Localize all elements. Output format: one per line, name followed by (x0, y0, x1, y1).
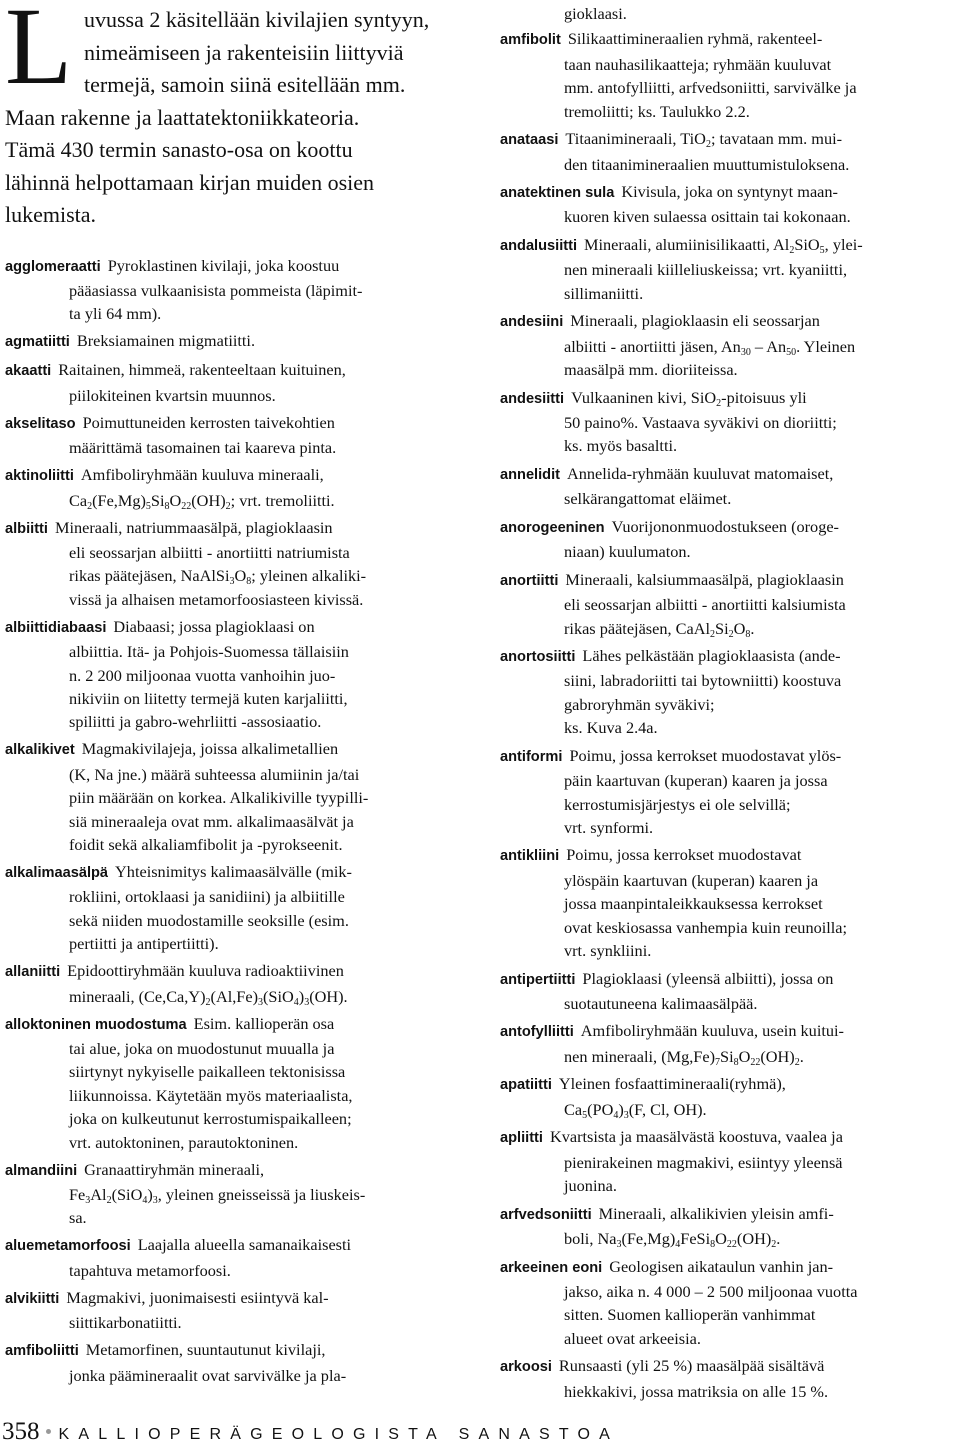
definition-text: Esim. kallioperän osa (193, 1013, 335, 1033)
entry-line: tai alue, joka on muodostunut muualla ja (69, 1039, 335, 1059)
entry-line: tremoliitti; ks. Taulukko 2.2. (564, 101, 750, 121)
definition-text: Poimu, jossa kerrokset muodostavat (566, 845, 802, 865)
glossary-term: apatiitti (500, 1077, 552, 1094)
definition-text: Poimu, jossa kerrokset muodostavat ylös- (569, 745, 842, 765)
glossary-entry (5, 1012, 475, 1154)
glossary-term: anataasi (500, 132, 559, 149)
entry-line: juonina. (564, 1176, 617, 1196)
definition-text: Mineraali, alumiinisilikaatti, $Al_2SiO_5$, ylei- (584, 234, 863, 256)
entry-first-line (500, 1019, 955, 1044)
glossary-entry (500, 1072, 955, 1121)
entry-first-line (500, 309, 955, 334)
entry-first-line (500, 568, 955, 593)
entry-line: foidit sekä alkaliamfibolit ja -pyrokseenit. (69, 835, 343, 854)
definition-text: Poimuttuneiden kerrosten taivekohtien (82, 412, 335, 432)
entry-line: piin määrään on korkea. Alkalikiville tyypilli- (69, 788, 369, 808)
glossary-term: agglomeraatti (5, 258, 101, 275)
entry-line: tapahtuva metamorfoosi. (69, 1260, 231, 1280)
glossary-term: antofylliitti (500, 1024, 574, 1041)
entry-line: sitten. Suomen kallioperän vanhimmat (564, 1305, 816, 1325)
entry-line: den titaanimineraalien muuttumistuloksena. (564, 154, 850, 174)
glossary-entry (5, 1338, 475, 1387)
entry-line: vrt. synformi. (564, 817, 654, 837)
glossary-entry (5, 959, 475, 1008)
bullet-dot-icon (46, 1429, 51, 1434)
entry-first-line (5, 358, 475, 383)
glossary-entry (5, 737, 475, 856)
definition-text: Raitainen, himmeä, rakenteeltaan kuituinen, (58, 360, 346, 380)
entry-line: sa. (69, 1208, 87, 1228)
definition-text: Granaattiryhmän mineraali, (84, 1159, 265, 1179)
entry-line: rikas päätejäsen, $NaAlSi_3O_8$; yleinen alkaliki- (69, 566, 367, 588)
page-number: 358 (2, 1418, 40, 1445)
definition-text: Epidoottiryhmään kuuluva radioaktiivinen (67, 961, 344, 981)
definition-text: Amfiboliryhmään kuuluva, usein kuitui- (580, 1021, 844, 1041)
entry-line: siittikarbonatiitti. (69, 1313, 182, 1333)
glossary-entry (5, 1158, 475, 1230)
glossary-term: akselitaso (5, 415, 76, 432)
glossary-entry (5, 1233, 475, 1282)
entry-line: hiekkakivi, jossa matriksia on alle 15 %. (564, 1381, 829, 1401)
entry-first-line (5, 959, 475, 984)
entry-line: nikiviin on liitetty termejä kuten karjaliitti, (69, 688, 348, 708)
entry-line: pääasiassa vulkaanisista pommeista (läpimit- (69, 280, 363, 300)
definition-text: Mineraali, kalsiummaasälpä, plagioklaasin (565, 569, 844, 589)
glossary-entry (5, 411, 475, 460)
glossary-term: annelidit (500, 466, 560, 483)
entry-first-line (5, 615, 475, 640)
definition-text: Titaanimineraali, TiO$_2$; tavataan mm. mui- (565, 129, 843, 151)
glossary-continuation (500, 2, 955, 25)
glossary-term: andesiitti (500, 390, 565, 407)
glossary-term: alloktoninen muodostuma (5, 1016, 187, 1033)
entry-first-line (500, 1255, 955, 1280)
entry-first-line (500, 1072, 955, 1097)
entry-line: jonka päämineraalit ovat sarvivälke ja pla- (69, 1365, 347, 1385)
entry-line: selkärangattomat eläimet. (564, 489, 732, 509)
definition-text: Yhteisnimitys kalimaasälvälle (mik- (115, 862, 352, 881)
glossary-entry (500, 233, 955, 305)
entry-first-line (5, 1286, 475, 1311)
entry-first-line (5, 860, 475, 885)
glossary-term: allaniitti (5, 964, 61, 981)
entry-first-line (500, 1354, 955, 1379)
glossary-list-right (500, 27, 955, 1403)
entry-first-line (5, 1158, 475, 1183)
intro-line: uvussa 2 käsitellään kivilajien syntyyn, (84, 7, 430, 32)
entry-line: nen mineraali kiilleliuskeissa; vrt. kyaniitti, (564, 260, 848, 280)
entry-line: suotautuneena kalimaasälpää. (564, 993, 758, 1013)
glossary-term: alvikiitti (5, 1290, 60, 1307)
entry-first-line (5, 411, 475, 436)
glossary-entry (5, 615, 475, 734)
left-column (5, 0, 475, 1391)
entry-line: alueet ovat arkeeisia. (564, 1328, 701, 1348)
entry-line: sekä niiden muodostamille seoksille (esim. (69, 910, 349, 930)
entry-line: sillimaniitti. (564, 283, 644, 303)
definition-text: Kivisula, joka on syntynyt maan- (621, 182, 838, 202)
entry-first-line (500, 644, 955, 669)
intro-line: Tämä 430 termin sanasto-osa on koottu (5, 137, 353, 162)
page-footer (2, 1418, 619, 1446)
entry-line: $Ca_5(PO_4)_3(F$, Cl, OH). (564, 1099, 707, 1121)
continuation-text: gioklaasi. (564, 4, 627, 23)
definition-text: Mineraali, plagioklaasin eli seossarjan (570, 311, 820, 331)
glossary-term: albiitti (5, 520, 48, 537)
glossary-entry (500, 515, 955, 564)
definition-text: Mineraali, natriummaasälpä, plagioklaasin (54, 517, 333, 537)
glossary-entry (5, 254, 475, 326)
intro-line: termejä, samoin siinä esitellään mm. (84, 72, 406, 97)
entry-line: jossa maanpintaleikkauksessa kerrokset (564, 894, 823, 914)
definition-text: Pyroklastinen kivilaji, joka koostuu (107, 255, 340, 275)
entry-line: mm. antofylliitti, arfvedsoniitti, sarvivälke ja (564, 78, 857, 98)
definition-text: Breksiamainen migmatiitti. (76, 331, 256, 351)
entry-line: päin kaartuvan (kuperan) kaaren ja jossa (564, 771, 828, 791)
definition-text: Magmakivilajeja, joissa alkalimetallien (81, 739, 339, 759)
entry-line: n. 2 200 miljoonaa vuotta vanhoihin juo- (69, 665, 336, 685)
entry-line: mineraali, $(Ce,Ca,Y)_2(Al,Fe)_3(SiO_4)_3(OH)$. (69, 986, 348, 1008)
glossary-term: anorogeeninen (500, 519, 605, 536)
entry-line: albiittia. Itä- ja Pohjois-Suomessa tällaisiin (69, 642, 349, 662)
entry-line: $Fe_3Al_2(SiO_4)_3$, yleinen gneisseissä ja liuskeis- (69, 1185, 366, 1207)
glossary-entry (5, 329, 475, 354)
glossary-entry (5, 358, 475, 407)
entry-first-line (5, 329, 475, 354)
glossary-term: arkoosi (500, 1359, 552, 1376)
entry-first-line (500, 386, 955, 411)
entry-line: pertiitti ja antipertiitti). (69, 934, 219, 954)
entry-line: rokliini, ortoklaasi ja sanidiini) ja albiitille (69, 887, 345, 907)
entry-line: ks. myös basaltti. (564, 436, 678, 456)
entry-line: (K, Na jne.) määrä suhteessa alumiinin ja/tai (69, 764, 360, 784)
entry-line: spiliitti ja gabro-wehrliitti -assosiaatio. (69, 712, 322, 732)
glossary-term: andalusiitti (500, 237, 578, 254)
glossary-entry (500, 843, 955, 962)
entry-line: ylöspäin kaartuvan (kuperan) kaaren ja (564, 870, 819, 890)
glossary-term: andesiini (500, 314, 564, 331)
definition-text: Mineraali, alkalikivien yleisin amfi- (598, 1203, 834, 1223)
entry-line: ta yli 64 mm). (69, 304, 162, 324)
entry-first-line (5, 1012, 475, 1037)
entry-line: albiitti - anortiitti jäsen, $An_{30} - An_{50}$. Yleinen (564, 336, 856, 358)
glossary-term: alkalikivet (5, 742, 75, 759)
glossary-entry (500, 1354, 955, 1403)
glossary-entry (5, 860, 475, 956)
intro-line: Maan rakenne ja laattatektoniikkateoria. (5, 104, 360, 130)
entry-line: siä mineraaleja ovat mm. alkalimaasälvät ja (69, 811, 354, 831)
glossary-entry (500, 744, 955, 840)
entry-first-line (500, 180, 955, 205)
entry-first-line (5, 516, 475, 541)
entry-line: siini, labradoriitti tai bytowniitti) koostuva (564, 671, 842, 691)
intro-line: lukemista. (5, 202, 97, 227)
glossary-term: aluemetamorfoosi (5, 1238, 131, 1255)
definition-text: Diabaasi; jossa plagioklaasi on (113, 616, 315, 636)
definition-text: Lähes pelkästään plagioklaasista (ande- (582, 646, 841, 665)
entry-first-line (500, 1202, 955, 1227)
glossary-entry (5, 1286, 475, 1335)
entry-line: ks. Kuva 2.4a. (564, 718, 658, 738)
entry-line: vrt. synkliini. (564, 941, 652, 961)
glossary-entry (500, 127, 955, 176)
glossary-term: almandiini (5, 1162, 78, 1179)
entry-line: ovat keskiosassa vanhempia kuin reunoilla; (564, 917, 848, 937)
definition-text: Runsaasti (yli 25 %) maasälpää sisältävä (558, 1356, 825, 1376)
glossary-term: antiformi (500, 748, 563, 765)
glossary-entry (500, 568, 955, 640)
glossary-entry (500, 180, 955, 229)
entry-first-line (500, 127, 955, 152)
definition-text: Plagioklaasi (yleensä albiitti), jossa on (582, 968, 834, 988)
definition-text: Magmakivi, juonimaisesti esiintyvä kal- (66, 1287, 329, 1307)
glossary-entry (500, 462, 955, 511)
entry-line: nen mineraali, $(Mg,Fe)_7Si_8O_{22}(OH)_2$. (564, 1046, 804, 1068)
glossary-term: akaatti (5, 363, 52, 380)
glossary-term: antikliini (500, 848, 560, 865)
glossary-entry (500, 1125, 955, 1197)
entry-line: rikas päätejäsen, $CaAl_2Si_2O_8$. (564, 618, 755, 640)
definition-text: Silikaattimineraalien ryhmä, rakenteel- (567, 29, 823, 49)
entry-first-line (500, 233, 955, 258)
entry-line: taan nauhasilikaatteja; ryhmään kuuluvat (564, 54, 832, 74)
glossary-entry (5, 463, 475, 512)
entry-line: kerrostumisjärjestys ei ole selvillä; (564, 794, 791, 814)
entry-first-line (500, 462, 955, 487)
entry-first-line (500, 515, 955, 540)
glossary-term: amfiboliitti (5, 1343, 79, 1360)
glossary-entry (500, 309, 955, 381)
entry-line: joka on kulkeutunut kerrostumispaikalleen; (69, 1109, 352, 1129)
definition-text: Yleinen fosfaattimineraali(ryhmä), (558, 1074, 786, 1094)
entry-line: vissä ja alhaisen metamorfoosiasteen kivissä. (69, 589, 364, 609)
entry-first-line (500, 27, 955, 52)
entry-first-line (500, 744, 955, 769)
entry-line: piilokiteinen kvartsin muunnos. (69, 385, 276, 405)
glossary-term: arkeeinen eoni (500, 1259, 603, 1276)
drop-cap: L (5, 0, 73, 107)
glossary-term: alkalimaasälpä (5, 865, 109, 881)
intro-line: lähinnä helpottamaan kirjan muiden osien (5, 169, 375, 195)
entry-line: vrt. autoktoninen, parautoktoninen. (69, 1132, 299, 1152)
definition-text: Annelida-ryhmään kuuluvat matomaiset, (567, 463, 834, 483)
glossary-list-left (5, 254, 475, 1388)
running-title: KALLIOPERÄGEOLOGISTA SANASTOA (58, 1426, 620, 1443)
glossary-term: agmatiitti (5, 334, 70, 351)
entry-line: siirtynyt nykyiselle paikalleen tektonisissa (69, 1062, 346, 1082)
entry-first-line (5, 463, 475, 488)
definition-text: Geologisen aikataulun vanhin jan- (609, 1256, 834, 1276)
entry-line: $Ca_2(Fe,Mg)_5Si_8O_{22}(OH)_2$; vrt. tremoliitti. (69, 490, 335, 512)
glossary-entry (500, 1019, 955, 1068)
glossary-entry (500, 27, 955, 123)
entry-line: boli, $Na_3(Fe,Mg)_4FeSi_8O_{22}(OH)_2$. (564, 1229, 781, 1250)
entry-first-line (500, 1125, 955, 1150)
entry-line: eli seossarjan albiitti - anortiitti natriumista (69, 542, 350, 562)
definition-text: Metamorfinen, suuntautunut kivilaji, (85, 1340, 326, 1360)
entry-line: kuoren kiven sulaessa osittain tai kokonaan. (564, 207, 851, 227)
entry-line: 50 paino%. Vastaava syväkivi on dioriitti; (564, 412, 837, 432)
glossary-entry (500, 967, 955, 1016)
glossary-entry (500, 1255, 955, 1351)
definition-text: Amfiboliryhmään kuuluva mineraali, (80, 465, 324, 485)
entry-first-line (5, 1338, 475, 1363)
glossary-term: antipertiitti (500, 971, 576, 988)
glossary-term: albiittidiabaasi (5, 619, 107, 636)
glossary-term: arfvedsoniitti (500, 1206, 592, 1223)
entry-line: eli seossarjan albiitti - anortiitti kalsiumista (564, 595, 846, 615)
glossary-entry (500, 644, 955, 740)
definition-text: Laajalla alueella samanaikaisesti (137, 1235, 352, 1255)
entry-first-line (500, 843, 955, 868)
entry-line: jakso, aika n. 4 000 – 2 500 miljoonaa vuotta (564, 1281, 858, 1301)
glossary-term: amfibolit (500, 32, 561, 49)
glossary-entry (500, 1202, 955, 1251)
entry-first-line (5, 737, 475, 762)
glossary-term: anortosiitti (500, 649, 576, 665)
entry-line: pienirakeinen magmakivi, esiintyy yleensä (564, 1152, 843, 1172)
glossary-entry (500, 386, 955, 458)
entry-first-line (500, 967, 955, 992)
definition-text: Vuorijononmuodostukseen (oroge- (611, 516, 839, 536)
intro-line: nimeämiseen ja rakenteisiin liittyviä (84, 39, 404, 65)
glossary-term: anortiitti (500, 572, 559, 589)
right-column (500, 2, 955, 1407)
entry-line: määrittämä tasomainen tai kaareva pinta. (69, 438, 337, 458)
definition-text: Vulkaaninen kivi, SiO$_2$-pitoisuus yli (571, 387, 807, 409)
glossary-term: aktinoliitti (5, 468, 74, 485)
glossary-term: anatektinen sula (500, 185, 615, 202)
entry-first-line (5, 1233, 475, 1258)
entry-line: maasälpä mm. dioriiteissa. (564, 360, 738, 380)
entry-line: niaan) kuulumaton. (564, 542, 691, 562)
entry-line: liikunnoissa. Käytetään myös materiaalista, (69, 1085, 353, 1105)
entry-line: gabroryhmän syväkivi; (564, 694, 715, 714)
entry-first-line (5, 254, 475, 279)
glossary-entry (5, 516, 475, 612)
glossary-term: apliitti (500, 1130, 543, 1147)
definition-text: Kvartsista ja maasälvästä koostuva, vaalea ja (549, 1127, 843, 1147)
chapter-intro (5, 0, 475, 232)
